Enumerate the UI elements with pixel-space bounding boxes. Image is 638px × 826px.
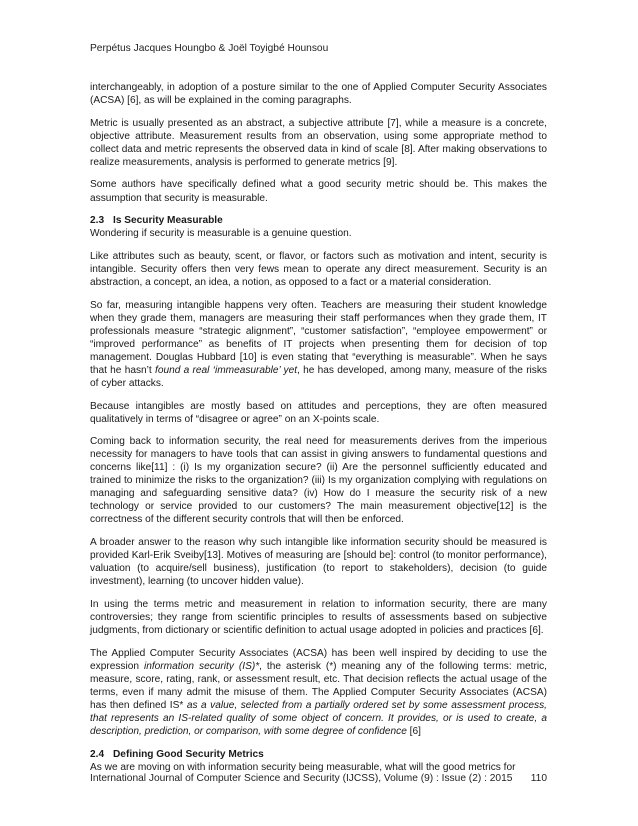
section-number: 2.4: [90, 748, 105, 760]
paragraph: [90, 647, 547, 738]
paragraph: Because intangibles are mostly based on attitudes and perceptions, they are often measured qualitatively in terms of “disagree or agree” on an X-points scale.: [90, 400, 547, 425]
page-number: 110: [530, 773, 547, 784]
paragraph: Wondering if security is measurable is a genuine question.: [90, 228, 352, 240]
paragraph-text: , he has developed, among many, measure of the risks of cyber attacks.: [90, 364, 547, 389]
paragraph: interchangeably, in adoption of a posture similar to the one of Applied Computer Security Associates (ACSA) [6], as will be explained in the coming paragraphs.: [90, 82, 547, 107]
paragraph: In using the terms metric and measurement in relation to information security, there are many controversies; they range from scientific principles to results of assessments based on subjective judgments, from dictionary or scientific definition to actual usage adopted in policies and practices [6].: [90, 598, 547, 636]
running-header: Perpétus Jacques Houngbo & Joël Toyigbé Hounsou: [90, 43, 329, 54]
paragraph: A broader answer to the reason why such intangible like information security should be measured is provided Karl-Erik Sveiby[13]. Motives of measuring are [should be]: control (to monitor performance), valuation (to acquire/sell business), justification (to report to stakeholders), decision (to guide investment), learning (to uncover hidden value).: [90, 537, 547, 588]
italic-quote: found a real ‘immeasurable’ yet: [155, 364, 298, 376]
body-text: [90, 81, 547, 774]
paragraph: [90, 299, 547, 390]
paragraph: Metric is usually presented as an abstract, a subjective attribute [7], while a measure is a concrete, objective attribute. Measurement results from an observation, using some appropriate method to collect data and metric represents the observed data in kind of scale [8]. After making observations to realize measurements, analysis is performed to generate metrics [9].: [90, 117, 547, 168]
section-heading-2-3: [90, 214, 547, 227]
paragraph: Coming back to information security, the real need for measurements derives from the imperious necessity for managers to have tools that can assist in giving answers to fundamental questions and concerns like[11] : (i) Is my organization secure? (ii) Are the personnel sufficiently educated and trained to minimize the risks to the organization? (iii) Is my organization complying with regulations on managing and safeguarding sensitive data? (iv) How do I measure the security risk of a new technology or service provided to our customers? The main measurement objective[12] is the correctness of the different security controls that will then be enforced.: [90, 436, 547, 526]
paragraph-text: [6]: [406, 725, 421, 737]
running-footer: [90, 773, 547, 785]
journal-citation: International Journal of Computer Science and Security (IJCSS), Volume (9) : Issue (2) : 2015: [90, 773, 513, 784]
paragraph: Like attributes such as beauty, scent, or flavor, or factors such as motivation and intent, security is intangible. Security offers then very fews mean to operate any direct measurement. Security is an abstraction, a concept, an idea, a notion, as opposed to a fact or a material consideration.: [90, 250, 547, 288]
section-heading-2-4: [90, 748, 547, 761]
section-title: Defining Good Security Metrics: [113, 748, 264, 760]
section-title: Is Security Measurable: [113, 215, 223, 227]
paragraph: Some authors have specifically defined what a good security metric should be. This makes the assumption that security is measurable.: [90, 179, 547, 204]
section-number: 2.3: [90, 215, 105, 227]
paragraph-text: The Applied Computer Security Associates (ACSA) has been well inspired by deciding to use the expression: [90, 647, 547, 672]
paragraph-text: , the asterisk (*) meaning any of the following terms: metric, measure, score, rating, rank, or assessment result, etc. That decision reflects the actual usage of the terms, even if many admit the misuse of them. The Applied Computer Security Associates (ACSA) has then defined IS*: [90, 660, 547, 711]
paragraph-text: So far, measuring intangible happens very often. Teachers are measuring their student knowledge when they grade them, managers are measuring their staff performances when they grade them, IT professionals measure “strategic alignment”, “customer satisfaction”, “employee empowerment” or “improved performance” as benefits of IT projects when presenting them for decision of top management. Douglas Hubbard [10] is even stating that “everything is measurable”. When he says that he hasn’t: [90, 299, 547, 376]
italic-term: information security (IS)*: [143, 660, 260, 672]
italic-definition: as a value, selected from a partially ordered set by some assessment process, that represents an IS-related quality of some object of concern. It provides, or is used to create, a description, prediction, or comparison, with some degree of confidence: [90, 699, 547, 737]
paragraph: As we are moving on with information security being measurable, what will the good metrics for: [90, 761, 516, 773]
